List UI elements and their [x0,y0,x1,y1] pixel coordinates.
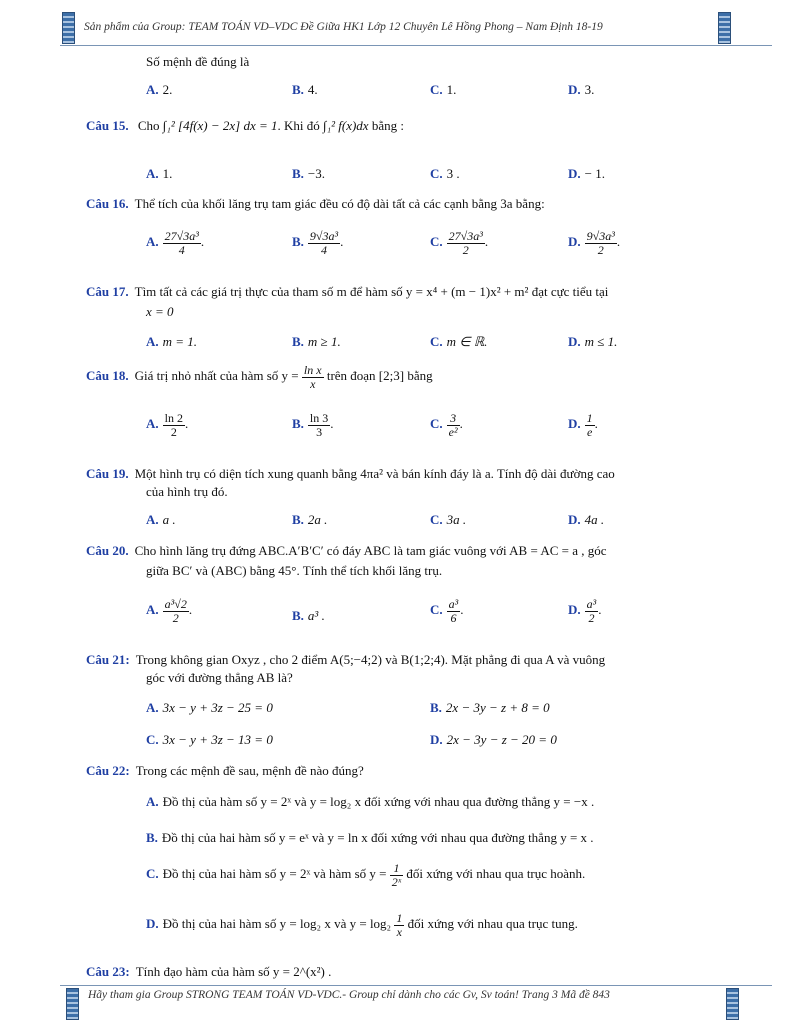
right-badge-icon [718,12,731,44]
q21-label: Câu 21: [86,652,130,667]
footer-text: Hãy tham gia Group STRONG TEAM TOÁN VD-VDC.- Group chỉ dành cho các Gv, Sv toán! Trang 3 Mã đề 843 [88,989,610,1001]
header-divider [60,45,772,46]
q18-option-c[interactable]: C. $\frac{3}{\text{e²}}$ . [430,411,463,439]
q15-option-d[interactable]: D. − 1. [568,166,605,181]
q19-stem-cont: của hình trụ đó. [146,484,228,499]
q19-label: Câu 19. [86,466,129,481]
q18-option-b[interactable]: B. $\frac{\ln 3}{3}$ . [292,411,334,439]
q21-stem: Câu 21: Trong không gian Oxyz , cho 2 điểm A(5;−4;2) và B(1;2;4). Mặt phẳng đi qua A và vuông [86,652,606,667]
q20-option-b[interactable]: B. a³ . [292,608,325,623]
q19-option-c[interactable]: C. 3a . [430,512,467,527]
q17-stem: Câu 17. Tìm tất cả các giá trị thực của tham số m để hàm số y = x⁴ + (m − 1)x² + m² đạt cực tiểu tại [86,284,609,299]
q19-option-b[interactable]: B. 2a . [292,512,328,527]
q23-label: Câu 23: [86,964,130,979]
q21-stem-cont: góc với đường thẳng AB là? [146,670,293,685]
q14-option-b[interactable]: B. 4. [292,82,318,97]
q17-option-b[interactable]: B. m ≥ 1. [292,334,341,349]
q14-option-c[interactable]: C. 1. [430,82,457,97]
q21-option-a[interactable]: A. 3x − y + 3z − 25 = 0 [146,700,273,715]
q14-options [0,82,792,108]
q16-option-c[interactable]: C. $\frac{\text{27√3a³}}{2}$ . [430,229,489,257]
footer-right-badge-icon [726,988,739,1020]
q18-options [0,412,792,450]
q18-option-d[interactable]: D. $\frac{1}{e}$ . [568,411,598,439]
q16-options [0,230,792,266]
q15-options [0,166,792,192]
q22-option-d[interactable]: D. Đồ thị của hai hàm số y = log₂ x và y = log₂ $\frac{1}{x}$ đối xứng với nhau qua trục tung. [146,911,578,939]
q19-option-d[interactable]: D. 4a . [568,512,605,527]
header-text: Sản phẩm của Group: TEAM TOÁN VD–VDC Đề Giữa HK1 Lớp 12 Chuyên Lê Hồng Phong – Nam Định 18-19 [84,21,603,33]
q18-option-a[interactable]: A. $\frac{\ln 2}{2}$ . [146,411,189,439]
q17-label: Câu 17. [86,284,129,299]
q17-option-d[interactable]: D. m ≤ 1. [568,334,618,349]
q20-options [0,598,792,638]
q16-stem: Câu 16. Thể tích của khối lăng trụ tam giác đều có độ dài tất cả các cạnh bằng 3a bằng: [86,196,545,211]
q19-stem: Câu 19. Một hình trụ có diện tích xung quanh bằng 4πa² và bán kính đáy là a. Tính độ dài đường cao [86,466,615,481]
q22-option-b[interactable]: B. Đồ thị của hai hàm số y = eˣ và y = ln x đối xứng với nhau qua đường thẳng y = x . [146,830,594,845]
q16-option-d[interactable]: D. $\frac{\text{9√3a³}}{2}$ . [568,229,621,257]
q14-tail: Số mệnh đề đúng là [146,54,250,69]
page-header [0,0,792,46]
q16-option-b[interactable]: B. $\frac{\text{9√3a³}}{4}$ . [292,229,344,257]
q15-option-b[interactable]: B. −3. [292,166,326,181]
q20-stem: Câu 20. Cho hình lăng trụ đứng ABC.A′B′C′ có đáy ABC là tam giác vuông với AB = AC = a , góc [86,543,607,558]
q14-option-a[interactable]: A. 2. [146,82,173,97]
q15-option-c[interactable]: C. 3 . [430,166,460,181]
q21-option-b[interactable]: B. 2x − 3y − z + 8 = 0 [430,700,550,715]
q17-stem-cont: x = 0 [146,304,174,319]
q14-option-d[interactable]: D. 3. [568,82,595,97]
q16-label: Câu 16. [86,196,129,211]
q15-option-a[interactable]: A. 1. [146,166,173,181]
q18-label: Câu 18. [86,368,129,384]
footer-divider [60,985,772,986]
footer-left-badge-icon [66,988,79,1020]
q21-option-c[interactable]: C. 3x − y + 3z − 13 = 0 [146,732,273,747]
q15-stem: Câu 15. Cho ∫₁² [4f(x) − 2x] dx = 1. Khi đó ∫₁² f(x)dx bằng : [86,118,404,133]
left-badge-icon [62,12,75,44]
q20-option-d[interactable]: D. $\frac{\text{a³}}{2}$ . [568,597,602,625]
q16-option-a[interactable]: A. $\frac{\text{27√3a³}}{4}$ . [146,229,205,257]
q22-option-a[interactable]: A. Đồ thị của hàm số y = 2ˣ và y = log₂ x đối xứng với nhau qua đường thẳng y = −x . [146,794,595,809]
q17-option-c[interactable]: C. m ∈ ℝ. [430,334,488,349]
q20-option-a[interactable]: A. $\frac{\text{a³√2}}{2}$ . [146,597,193,625]
q20-stem-cont: giữa BC′ và (ABC) bằng 45°. Tính thể tích khối lăng trụ. [146,563,443,578]
q22-stem: Câu 22: Trong các mệnh đề sau, mệnh đề nào đúng? [86,763,364,778]
q19-option-a[interactable]: A. a . [146,512,176,527]
q17-option-a[interactable]: A. m = 1. [146,334,198,349]
q20-label: Câu 20. [86,543,129,558]
q18-stem: Câu 18. Giá trị nhỏ nhất của hàm số y = $\frac{\text{ln x}}{x}$ trên đoạn [2;3] bằng [86,363,433,391]
q21-options-ab [0,700,792,726]
q23-stem: Câu 23: Tính đạo hàm của hàm số y = 2^(x²) . [86,964,332,979]
q20-option-c[interactable]: C. $\frac{\text{a³}}{6}$ . [430,597,464,625]
q22-option-c[interactable]: C. Đồ thị của hai hàm số y = 2ˣ và hàm số y = $\frac{1}{\text{2ˣ}}$ đối xứng với nhau qua trục hoành. [146,861,586,889]
q17-options [0,334,792,360]
q21-options-cd [0,732,792,758]
q15-integral-2: ∫₁² f(x)dx [323,118,369,133]
q19-options [0,512,792,538]
q15-label: Câu 15. [86,118,129,133]
q15-integral-1: ∫₁² [4f(x) − 2x] dx = 1 [162,118,278,133]
q22-label: Câu 22: [86,763,130,778]
q21-option-d[interactable]: D. 2x − 3y − z − 20 = 0 [430,732,557,747]
